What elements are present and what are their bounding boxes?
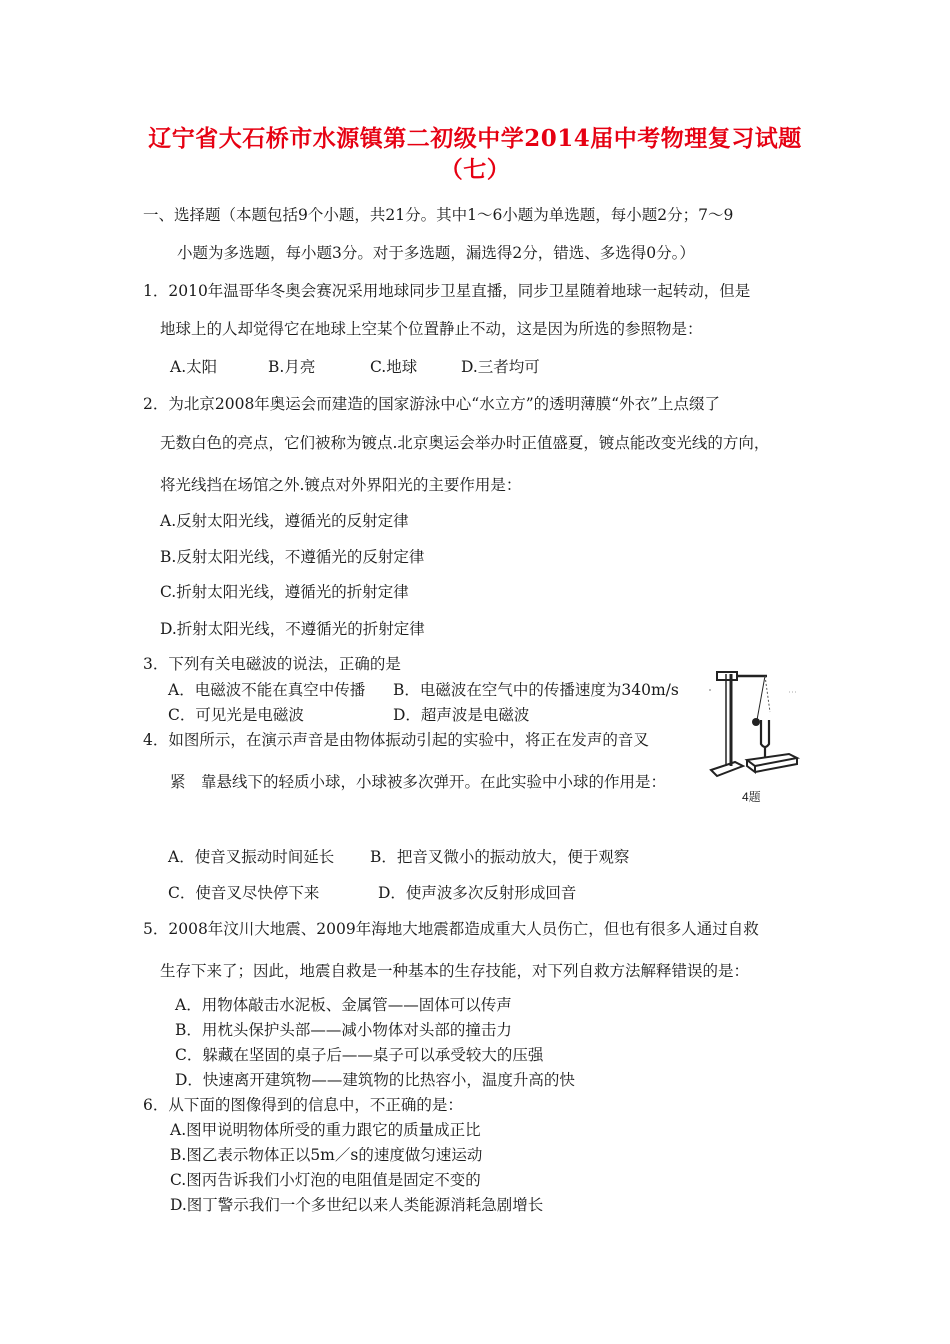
q6-option-d: D.图丁警示我们一个多世纪以来人类能源消耗急剧增长 xyxy=(170,1196,544,1214)
question-5: 5．2008年汶川大地震、2009年海地大地震都造成重大人员伤亡，但也有很多人通过自救 xyxy=(143,920,759,938)
question-5-cont: 生存下来了；因此，地震自救是一种基本的生存技能，对下列自救方法解释错误的是： xyxy=(160,962,750,980)
figure-caption: 4题 xyxy=(742,790,761,804)
q5-option-a: A．用物体敲击水泥板、金属管——固体可以传声 xyxy=(175,996,512,1014)
q5-option-d: D．快速离开建筑物——建筑物的比热容小，温度升高的快 xyxy=(175,1071,575,1089)
title-line-2: （七） xyxy=(439,156,511,183)
question-2-cont-2: 将光线挡在场馆之外.镀点对外界阳光的主要作用是： xyxy=(160,476,522,494)
q6-option-a: A.图甲说明物体所受的重力跟它的质量成正比 xyxy=(170,1121,481,1139)
q4-option-c: C．使音叉尽快停下来 xyxy=(168,884,320,902)
q2-option-d: D.折射太阳光线，不遵循光的折射定律 xyxy=(160,620,425,638)
q5-option-c: C．躲藏在坚固的桌子后——桌子可以承受较大的压强 xyxy=(175,1046,544,1064)
q4-option-a: A．使音叉振动时间延长 xyxy=(168,848,335,866)
q3-option-c: C．可见光是电磁波 xyxy=(168,706,304,724)
q1-option-c: C.地球 xyxy=(370,358,418,376)
section-heading-cont: 小题为多选题，每小题3分。对于多选题，漏选得2分，错选、多选得0分。） xyxy=(177,244,695,262)
section-heading: 一、选择题（本题包括9个小题，共21分。其中1～6小题为单选题，每小题2分；7～9 xyxy=(143,206,734,224)
q2-option-c: C.折射太阳光线，遵循光的折射定律 xyxy=(160,583,409,601)
question-2: 2．为北京2008年奥运会而建造的国家游泳中心“水立方”的透明薄膜“外衣”上点缀了 xyxy=(143,395,721,413)
title-line-1: 辽宁省大石桥市水源镇第二初级中学2014届中考物理复习试题 xyxy=(148,125,802,152)
q2-option-b: B.反射太阳光线，不遵循光的反射定律 xyxy=(160,548,425,566)
tuning-fork-figure xyxy=(705,662,805,782)
q6-option-c: C.图丙告诉我们小灯泡的电阻值是固定不变的 xyxy=(170,1171,481,1189)
q1-option-d: D.三者均可 xyxy=(461,358,540,376)
q1-option-b: B.月亮 xyxy=(268,358,316,376)
q5-option-b: B．用枕头保护头部——减小物体对头部的撞击力 xyxy=(175,1021,512,1039)
q6-option-b: B.图乙表示物体正以5m／s的速度做匀速运动 xyxy=(170,1146,483,1164)
question-4: 4．如图所示，在演示声音是由物体振动引起的实验中，将正在发声的音叉 xyxy=(143,731,649,749)
q4-option-b: B．把音叉微小的振动放大，便于观察 xyxy=(370,848,630,866)
q3-option-d: D．超声波是电磁波 xyxy=(393,706,530,724)
question-3: 3．下列有关电磁波的说法，正确的是 xyxy=(143,655,401,673)
question-1: 1．2010年温哥华冬奥会赛况采用地球同步卫星直播，同步卫星随着地球一起转动，但是 xyxy=(143,282,751,300)
q3-option-a: A．电磁波不能在真空中传播 xyxy=(168,681,366,699)
question-6: 6．从下面的图像得到的信息中，不正确的是： xyxy=(143,1096,463,1114)
question-4-cont: 紧 靠悬线下的轻质小球，小球被多次弹开。在此实验中小球的作用是： xyxy=(170,773,667,791)
q2-option-a: A.反射太阳光线，遵循光的反射定律 xyxy=(160,512,409,530)
question-2-cont-1: 无数白色的亮点，它们被称为镀点.北京奥运会举办时正值盛夏，镀点能改变光线的方向， xyxy=(160,434,770,452)
q1-option-a: A.太阳 xyxy=(170,358,218,376)
q4-option-d: D．使声波多次反射形成回音 xyxy=(378,884,577,902)
question-1-cont: 地球上的人却觉得它在地球上空某个位置静止不动，这是因为所选的参照物是： xyxy=(160,320,703,338)
tuning-fork-illustration xyxy=(705,662,805,782)
q3-option-b: B．电磁波在空气中的传播速度为340m/s xyxy=(393,681,679,699)
